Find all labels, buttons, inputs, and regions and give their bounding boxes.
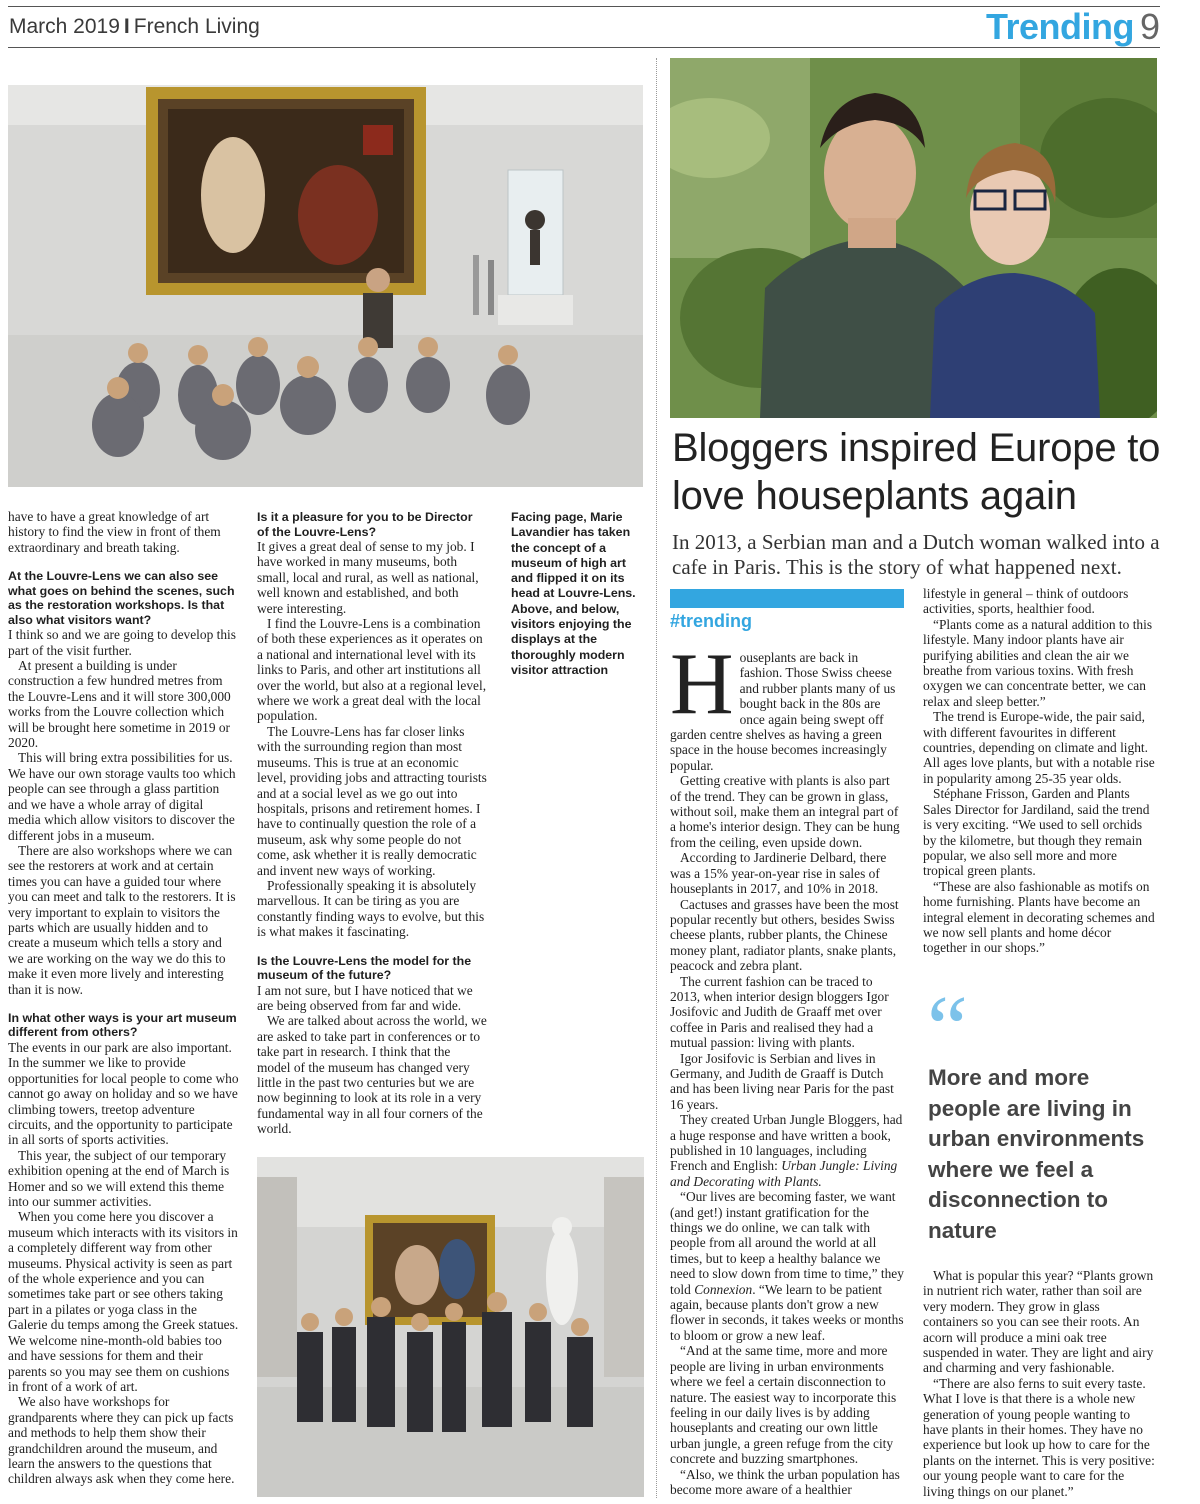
paragraph: This will bring extra possibilities for us. We have our own storage vaults too which people can see through a glass partition and we have a whole array of digital media which allow visitors to discover the different jobs in a museum.: [8, 750, 236, 843]
right-column-1: [670, 636, 904, 1497]
paragraph: According to Jardinerie Delbard, there was a 15% year-on-year rise in sales of houseplants in 2017, and 10% in 2018.: [670, 850, 887, 897]
interview-question: Is the Louvre-Lens the model for the museum of the future?: [257, 953, 472, 983]
article-standfirst: In 2013, a Serbian man and a Dutch woman walked into a cafe in Paris. This is the story of what happened next.: [672, 530, 1160, 579]
pull-quote: More and more people are living in urban environments where we feel a disconnection to nature: [928, 1065, 1145, 1243]
paragraph: Igor Josifovic is Serbian and lives in Germany, and Judith de Graaff is Dutch and has been living near Paris for the past 16 years.: [670, 1050, 894, 1112]
publication-name: Connexion: [694, 1281, 753, 1297]
paragraph-text: They created Urban Jungle Bloggers, had a huge response and have written a book, published in 10 languages, including French and English:: [670, 1112, 903, 1174]
paragraph: The trend is Europe-wide, the pair said, with different favourites in different countries, depending on climate and light. All ages love plants, but with a notable rise in popularity among 25-35 year olds.: [923, 709, 1155, 786]
section-name: French Living: [133, 15, 260, 38]
left-column-1: [8, 509, 239, 1487]
paragraph: Stéphane Frisson, Garden and Plants Sales Director for Jardiland, said the trend is very exciting. “We used to sell orchids by the kilometre, but though they remain popular, we also sell more and more tropical green plants.: [923, 786, 1150, 879]
paragraph: We also have workshops for grandparents where they can pick up facts and methods to help them show their grandchildren around the museum, and learn the answers to the questions that children always ask when they come here.: [8, 1394, 235, 1487]
photo-caption: Facing page, Marie Lavandier has taken the concept of a museum of high art and flipped it on its head at Louvre-Lens. Above, and below, visitors enjoying the displays at the thoroughly modern visitor attraction: [511, 510, 636, 677]
paragraph-text: . “We learn to be patient again, because plants don't grow a new flower in seconds, it takes weeks or months to bloom or grow a new leaf.: [670, 1281, 904, 1343]
book-title: Urban Jungle: Living and Decorating with Plants.: [670, 1158, 898, 1189]
paragraph: “These are also fashionable as motifs on home furnishing. Plants have become an integral element in decorating schemes and we now sell plants and home décor together in our shops.”: [923, 878, 1155, 956]
paragraph: [670, 636, 904, 773]
paragraph: When you come here you discover a museum which interacts with its visitors in a completely different way from other museums. Physical activity is seen as part of the whole experience and you can sometimes take part or see others taking part in a pilates or yoga class in the Galerie du temps among the Greek statues. We welcome nine-month-old babies too and have sessions for them and their parents so you may see them on cushions in front of a work of art.: [8, 1209, 239, 1394]
interview-question: Is it a pleasure for you to be Director of the Louvre-Lens?: [257, 510, 473, 539]
paragraph: I find the Louvre-Lens is a combination of both these experiences as it operates on a national and international level with its links to Paris, and other art institutions all over the world, but also at a regional level, where we work a great deal with the local population.: [257, 616, 487, 724]
section-label: Trending: [985, 6, 1134, 47]
museum-visitors-photo: [257, 1157, 644, 1497]
interview-question: At the Louvre-Lens we can also see what goes on behind the scenes, such as the restoration workshops. Is that also what visitors want?: [8, 569, 235, 627]
page-header-left: [9, 15, 260, 39]
drop-cap: H: [670, 636, 734, 733]
paragraph: “Also, we think the urban population has become more aware of a healthier: [670, 1466, 900, 1497]
left-column-2: [257, 510, 487, 1137]
paragraph: At present a building is under construction a few hundred metres from the Louvre-Lens and it will store 300,000 works from the Louvre collection which will be brought here sometime in 2019 or 2020.: [8, 658, 231, 751]
paragraph: What is popular this year? “Plants grown in nutrient rich water, rather than soil are very modern. They grow in glass containers so you can see their roots. An acorn will produce a mini oak tree suspended in water. They are light and airy and charming and very fashionable.: [923, 1268, 1154, 1376]
page-number: 9: [1139, 6, 1160, 47]
interview-question: In what other ways is your art museum different from others?: [8, 1010, 237, 1040]
section-tag: #trending: [670, 611, 753, 631]
paragraph: There are also workshops where we can see the restorers at work and at certain times you can have a guided tour where you can meet and talk to the restorers. It is very important to explain to visitors the parts which are usually hidden and to create a museum which tells a story and we are working on the way we do this to make it even more lively and interesting than it is now.: [8, 842, 236, 997]
paragraph: “And at the same time, more and more people are living in urban environments where we feel a certain disconnection to nature. The easiest way to incorporate this feeling in our daily lives is by adding houseplants and creating our own little urban jungle, a green refuge from the city concrete and buzzing smartphones.: [670, 1343, 897, 1467]
paragraph: The events in our park are also important. In the summer we like to provide opportunities for local people to come who cannot go away on holiday and so we have climbing towers, treetop adventure circuits, and the opportunity to participate in all sorts of sports activities.: [8, 1039, 239, 1148]
paragraph: Professionally speaking it is absolutely marvellous. It can be tiring as you are constantly finding ways to evolve, but this is what makes it fascinating.: [257, 877, 485, 940]
tag-bar: [670, 589, 904, 608]
right-column-2-continued: [923, 1268, 1158, 1499]
article-headline: Bloggers inspired Europe to love houseplants again: [672, 426, 1161, 518]
paragraph-text: ouseplants are back in fashion. Those Swiss cheese and rubber plants many of us bought back in the 80s are once again being swept off garden centre shelves as having a green space in the house becomes increasingly popular.: [670, 650, 896, 773]
paragraph: This year, the subject of our temporary exhibition opening at the end of March is Homer and so we will extend this theme into our summer activities.: [8, 1147, 230, 1210]
paragraph: “There are also ferns to suit every taste. What I love is that there is a whole new generation of young people wanting to have plants in their homes. They have no experience but look up how to care for the plants on the internet. This is very positive: our young people want to care for the living things on our planet.”: [923, 1375, 1155, 1499]
paragraph: [670, 1112, 904, 1189]
right-column-2: [923, 586, 1158, 956]
paragraph: Getting creative with plants is also part of the trend. They can be grown in glass, without soil, make them an integral part of a home's interior design. They can be hung from the ceiling, even upside down.: [670, 773, 900, 850]
paragraph: “Plants come as a natural addition to this lifestyle. Many indoor plants have air purifying abilities and clean the air we breathe from various toxins. With fresh oxygen we can concentrate better, we can relax and sleep better.”: [923, 616, 1153, 709]
header-rule-bottom: [8, 47, 1160, 48]
header-separator: I: [123, 15, 130, 38]
paragraph: have to have a great knowledge of art history to find the view in front of them extraordinary and breath taking.: [8, 509, 221, 555]
paragraph: The current fashion can be traced to 2013, when interior design bloggers Igor Josifovic and Judith de Graaff met over coffee in Paris and realised they had a mutual passion: living with plants.: [670, 973, 889, 1051]
paragraph: [670, 1189, 904, 1343]
paragraph: Cactuses and grasses have been the most popular recently but others, besides Swiss cheese plants, rubber plants, the Chinese money plant, radiator plants, snake plants, peacock and zebra plant.: [670, 896, 899, 974]
paragraph: The Louvre-Lens has far closer links with the surrounding region than most museums. This is true at an economic level, providing jobs and attracting tourists and at a social level as we go out into hospitals, prisons and retirement homes. I have to continually question the role of a museum, ask why some people do not come, ask whether it is really democratic and invent new ways of working.: [257, 723, 487, 878]
page-header-right: [986, 6, 1160, 48]
issue-date: March 2019: [9, 15, 120, 38]
museum-kids-photo: [8, 85, 643, 487]
bloggers-photo: [670, 58, 1157, 418]
paragraph: lifestyle in general – think of outdoors activities, sports, healthier food.: [923, 586, 1129, 617]
paragraph: I think so and we are going to develop this part of the visit further.: [8, 627, 236, 658]
quote-mark-icon: “: [927, 977, 968, 1079]
column-divider: [656, 58, 657, 1498]
paragraph: We are talked about across the world, we are asked to take part in conferences or to take part in research. I think that the model of the museum has changed very little in the past two centuries but we are now beginning to look at its role in a very fundamental way in all four corners of the world.: [257, 1013, 487, 1137]
paragraph-text: “Our lives are becoming faster, we want (and get!) instant gratification for the things we do online, we can talk with people from all around the world at all times, but to keep a healthy balance we need to slow down from time to time,” they told: [670, 1189, 904, 1297]
paragraph: It gives a great deal of sense to my job. I have worked in many museums, both small, local and rural, as well as national, well known and established, and both were interesting.: [257, 539, 479, 616]
paragraph: I am not sure, but I have noticed that we are being observed from far and wide.: [257, 982, 473, 1013]
